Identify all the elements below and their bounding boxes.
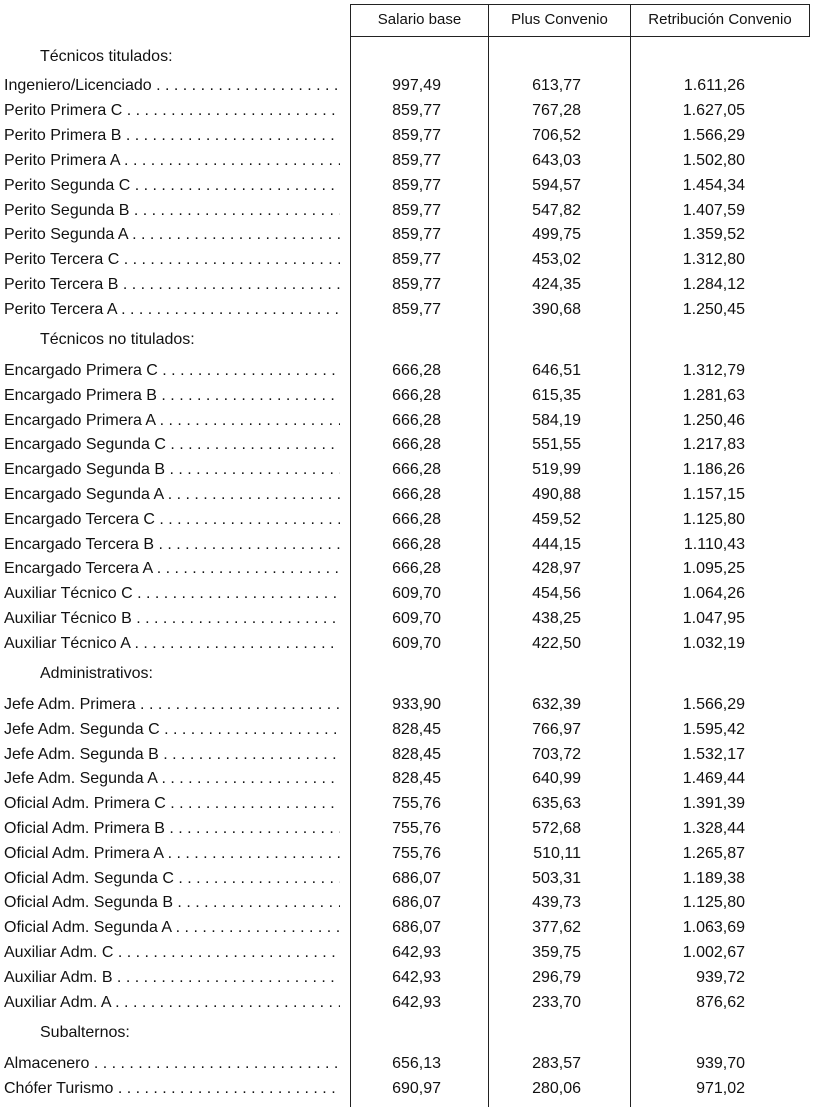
retribucion-value: 1.312,80 xyxy=(682,251,745,268)
salario-base-value: 642,93 xyxy=(392,944,441,961)
plus-convenio-value: 454,56 xyxy=(532,585,581,602)
table-row xyxy=(0,249,816,271)
category-label: Jefe Adm. Segunda C . . . xyxy=(4,719,340,741)
category-label: Oficial Adm. Segunda A . . . xyxy=(4,917,340,939)
table-row xyxy=(0,385,816,407)
plus-convenio-value: 280,06 xyxy=(532,1080,581,1097)
plus-convenio-value: 547,82 xyxy=(532,202,581,219)
plus-convenio-value: 296,79 xyxy=(532,969,581,986)
salario-base-value: 666,28 xyxy=(392,412,441,429)
salario-base-value: 609,70 xyxy=(392,610,441,627)
plus-convenio-value: 424,35 xyxy=(532,276,581,293)
salario-base-value: 686,07 xyxy=(392,919,441,936)
table-row xyxy=(0,1078,816,1100)
retribucion-value: 1.110,43 xyxy=(683,536,745,553)
salario-base-value: 666,28 xyxy=(392,560,441,577)
table-row xyxy=(0,484,816,506)
salario-base-value: 666,28 xyxy=(392,387,441,404)
salario-base-value: 859,77 xyxy=(392,152,441,169)
table-row xyxy=(0,868,816,890)
salario-base-value: 997,49 xyxy=(392,77,441,94)
section-title: Técnicos titulados: xyxy=(40,48,173,65)
category-label: Jefe Adm. Segunda A . . . xyxy=(4,768,340,790)
table-row xyxy=(0,274,816,296)
retribucion-value: 1.407,59 xyxy=(682,202,745,219)
table-row xyxy=(0,992,816,1014)
salario-base-value: 859,77 xyxy=(392,202,441,219)
salario-base-value: 933,90 xyxy=(392,696,441,713)
category-label: Encargado Segunda C . . . xyxy=(4,434,340,456)
salario-base-value: 828,45 xyxy=(392,746,441,763)
table-row xyxy=(0,558,816,580)
plus-convenio-value: 767,28 xyxy=(532,102,581,119)
table-row xyxy=(0,892,816,914)
table-row xyxy=(0,100,816,122)
retribucion-value: 939,70 xyxy=(696,1055,745,1072)
header-plus-convenio: Plus Convenio xyxy=(511,11,608,28)
table-row xyxy=(0,818,816,840)
retribucion-value: 1.047,95 xyxy=(682,610,745,627)
salario-base-value: 666,28 xyxy=(392,436,441,453)
retribucion-value: 1.469,44 xyxy=(682,770,745,787)
plus-convenio-value: 551,55 xyxy=(532,436,581,453)
salario-base-value: 666,28 xyxy=(392,486,441,503)
category-label: Perito Segunda B . . . xyxy=(4,200,340,222)
retribucion-value: 1.627,05 xyxy=(682,102,745,119)
salario-base-value: 666,28 xyxy=(392,461,441,478)
category-label: Oficial Adm. Primera C . . . xyxy=(4,793,340,815)
table-row xyxy=(0,942,816,964)
retribucion-value: 1.186,26 xyxy=(682,461,745,478)
plus-convenio-value: 503,31 xyxy=(532,870,581,887)
plus-convenio-value: 572,68 xyxy=(532,820,581,837)
table-row xyxy=(0,917,816,939)
table-row xyxy=(0,200,816,222)
category-label: Perito Primera B . . . xyxy=(4,125,340,147)
category-label: Perito Segunda A . . . xyxy=(4,224,340,246)
retribucion-value: 1.063,69 xyxy=(682,919,745,936)
retribucion-value: 1.095,25 xyxy=(682,560,745,577)
category-label: Perito Primera C . . . xyxy=(4,100,340,122)
category-label: Oficial Adm. Segunda C . . . xyxy=(4,868,340,890)
table-row xyxy=(0,175,816,197)
table-row xyxy=(0,583,816,605)
retribucion-value: 1.502,80 xyxy=(682,152,745,169)
category-label: Perito Tercera B . . . xyxy=(4,274,340,296)
retribucion-value: 1.217,83 xyxy=(682,436,745,453)
plus-convenio-value: 233,70 xyxy=(532,994,581,1011)
table-row xyxy=(0,75,816,97)
category-label: Ingeniero/Licenciado . . . xyxy=(4,75,340,97)
category-label: Oficial Adm. Primera B . . . xyxy=(4,818,340,840)
plus-convenio-value: 643,03 xyxy=(532,152,581,169)
header-rule xyxy=(350,36,810,37)
plus-convenio-value: 359,75 xyxy=(532,944,581,961)
table-row xyxy=(0,509,816,531)
category-label: Auxiliar Técnico C . . . xyxy=(4,583,340,605)
table-row xyxy=(0,719,816,741)
header-salario-base: Salario base xyxy=(377,11,462,28)
plus-convenio-value: 459,52 xyxy=(532,511,581,528)
plus-convenio-value: 510,11 xyxy=(533,845,581,862)
table-row xyxy=(0,694,816,716)
section-title: Técnicos no titulados: xyxy=(40,331,195,348)
category-label: Auxiliar Técnico B . . . xyxy=(4,608,340,630)
retribucion-value: 1.391,39 xyxy=(682,795,745,812)
retribucion-value: 1.532,17 xyxy=(682,746,745,763)
retribucion-value: 1.002,67 xyxy=(682,944,745,961)
plus-convenio-value: 613,77 xyxy=(532,77,581,94)
plus-convenio-value: 615,35 xyxy=(532,387,581,404)
retribucion-value: 1.125,80 xyxy=(682,894,745,911)
category-label: Encargado Segunda B . . . xyxy=(4,459,340,481)
retribucion-value: 1.189,38 xyxy=(682,870,745,887)
category-label: Encargado Tercera B . . . xyxy=(4,534,340,556)
salario-base-value: 642,93 xyxy=(392,969,441,986)
retribucion-value: 876,62 xyxy=(696,994,745,1011)
plus-convenio-value: 703,72 xyxy=(532,746,581,763)
category-label: Auxiliar Técnico A . . . xyxy=(4,633,340,655)
table-row xyxy=(0,534,816,556)
salario-base-value: 859,77 xyxy=(392,127,441,144)
plus-convenio-value: 499,75 xyxy=(532,226,581,243)
retribucion-value: 939,72 xyxy=(696,969,745,986)
plus-convenio-value: 640,99 xyxy=(532,770,581,787)
plus-convenio-value: 706,52 xyxy=(532,127,581,144)
retribucion-value: 1.125,80 xyxy=(682,511,745,528)
plus-convenio-value: 766,97 xyxy=(532,721,581,738)
category-label: Encargado Primera C . . . xyxy=(4,360,340,382)
salario-base-value: 755,76 xyxy=(392,820,441,837)
retribucion-value: 1.312,79 xyxy=(682,362,745,379)
category-label: Encargado Tercera A . . . xyxy=(4,558,340,580)
table-row xyxy=(0,843,816,865)
table-row xyxy=(0,150,816,172)
salario-base-value: 686,07 xyxy=(392,894,441,911)
plus-convenio-value: 632,39 xyxy=(532,696,581,713)
plus-convenio-value: 490,88 xyxy=(532,486,581,503)
plus-convenio-value: 584,19 xyxy=(532,412,581,429)
retribucion-value: 1.250,45 xyxy=(682,301,745,318)
salario-base-value: 686,07 xyxy=(392,870,441,887)
salario-base-value: 755,76 xyxy=(392,795,441,812)
salario-base-value: 642,93 xyxy=(392,994,441,1011)
salario-base-value: 859,77 xyxy=(392,251,441,268)
salario-base-value: 859,77 xyxy=(392,301,441,318)
plus-convenio-value: 283,57 xyxy=(532,1055,581,1072)
plus-convenio-value: 438,25 xyxy=(532,610,581,627)
retribucion-value: 1.250,46 xyxy=(682,412,745,429)
table-row xyxy=(0,410,816,432)
retribucion-value: 1.064,26 xyxy=(682,585,745,602)
plus-convenio-value: 646,51 xyxy=(532,362,581,379)
retribucion-value: 1.265,87 xyxy=(682,845,745,862)
salario-base-value: 828,45 xyxy=(392,770,441,787)
table-row xyxy=(0,434,816,456)
retribucion-value: 1.284,12 xyxy=(682,276,745,293)
category-label: Perito Tercera C . . . xyxy=(4,249,340,271)
retribucion-value: 1.157,15 xyxy=(682,486,745,503)
salario-base-value: 859,77 xyxy=(392,276,441,293)
retribucion-value: 1.566,29 xyxy=(682,696,745,713)
table-row xyxy=(0,1053,816,1075)
table-row xyxy=(0,360,816,382)
retribucion-value: 1.281,63 xyxy=(682,387,745,404)
column-divider xyxy=(809,4,810,36)
plus-convenio-value: 635,63 xyxy=(532,795,581,812)
category-label: Oficial Adm. Primera A . . . xyxy=(4,843,340,865)
retribucion-value: 971,02 xyxy=(696,1080,745,1097)
category-label: Encargado Primera B . . . xyxy=(4,385,340,407)
plus-convenio-value: 390,68 xyxy=(532,301,581,318)
salario-base-value: 666,28 xyxy=(392,511,441,528)
category-label: Auxiliar Adm. A . . . xyxy=(4,992,340,1014)
table-row xyxy=(0,224,816,246)
salario-base-value: 755,76 xyxy=(392,845,441,862)
salario-base-value: 859,77 xyxy=(392,102,441,119)
table-row xyxy=(0,744,816,766)
retribucion-value: 1.328,44 xyxy=(682,820,745,837)
salario-base-value: 609,70 xyxy=(392,635,441,652)
plus-convenio-value: 422,50 xyxy=(532,635,581,652)
table-row xyxy=(0,299,816,321)
salario-base-value: 666,28 xyxy=(392,536,441,553)
category-label: Chófer Turismo . . . xyxy=(4,1078,340,1100)
plus-convenio-value: 439,73 xyxy=(532,894,581,911)
section-title: Subalternos: xyxy=(40,1024,130,1041)
retribucion-value: 1.566,29 xyxy=(682,127,745,144)
retribucion-value: 1.454,34 xyxy=(682,177,745,194)
retribucion-value: 1.611,26 xyxy=(683,77,745,94)
category-label: Encargado Segunda A . . . xyxy=(4,484,340,506)
plus-convenio-value: 377,62 xyxy=(532,919,581,936)
category-label: Perito Segunda C . . . xyxy=(4,175,340,197)
salario-base-value: 828,45 xyxy=(392,721,441,738)
category-label: Almacenero . . . xyxy=(4,1053,340,1075)
header-retribucion-convenio: Retribución Convenio xyxy=(648,11,792,28)
plus-convenio-value: 444,15 xyxy=(532,536,581,553)
salario-base-value: 656,13 xyxy=(392,1055,441,1072)
table-row xyxy=(0,768,816,790)
category-label: Auxiliar Adm. B . . . xyxy=(4,967,340,989)
category-label: Jefe Adm. Primera . . . xyxy=(4,694,340,716)
category-label: Perito Tercera A . . . xyxy=(4,299,340,321)
category-label: Encargado Primera A . . . xyxy=(4,410,340,432)
plus-convenio-value: 594,57 xyxy=(532,177,581,194)
category-label: Perito Primera A . . . xyxy=(4,150,340,172)
salario-base-value: 859,77 xyxy=(392,177,441,194)
plus-convenio-value: 428,97 xyxy=(532,560,581,577)
category-label: Auxiliar Adm. C . . . xyxy=(4,942,340,964)
plus-convenio-value: 453,02 xyxy=(532,251,581,268)
salario-base-value: 666,28 xyxy=(392,362,441,379)
table-row xyxy=(0,633,816,655)
salario-base-value: 609,70 xyxy=(392,585,441,602)
table-row xyxy=(0,793,816,815)
retribucion-value: 1.032,19 xyxy=(682,635,745,652)
category-label: Encargado Tercera C . . . xyxy=(4,509,340,531)
table-row xyxy=(0,459,816,481)
salario-base-value: 690,97 xyxy=(392,1080,441,1097)
retribucion-value: 1.595,42 xyxy=(682,721,745,738)
plus-convenio-value: 519,99 xyxy=(532,461,581,478)
table-row xyxy=(0,967,816,989)
category-label: Oficial Adm. Segunda B . . . xyxy=(4,892,340,914)
table-row xyxy=(0,125,816,147)
section-title: Administrativos: xyxy=(40,665,153,682)
category-label: Jefe Adm. Segunda B . . . xyxy=(4,744,340,766)
salario-base-value: 859,77 xyxy=(392,226,441,243)
retribucion-value: 1.359,52 xyxy=(682,226,745,243)
table-row xyxy=(0,608,816,630)
